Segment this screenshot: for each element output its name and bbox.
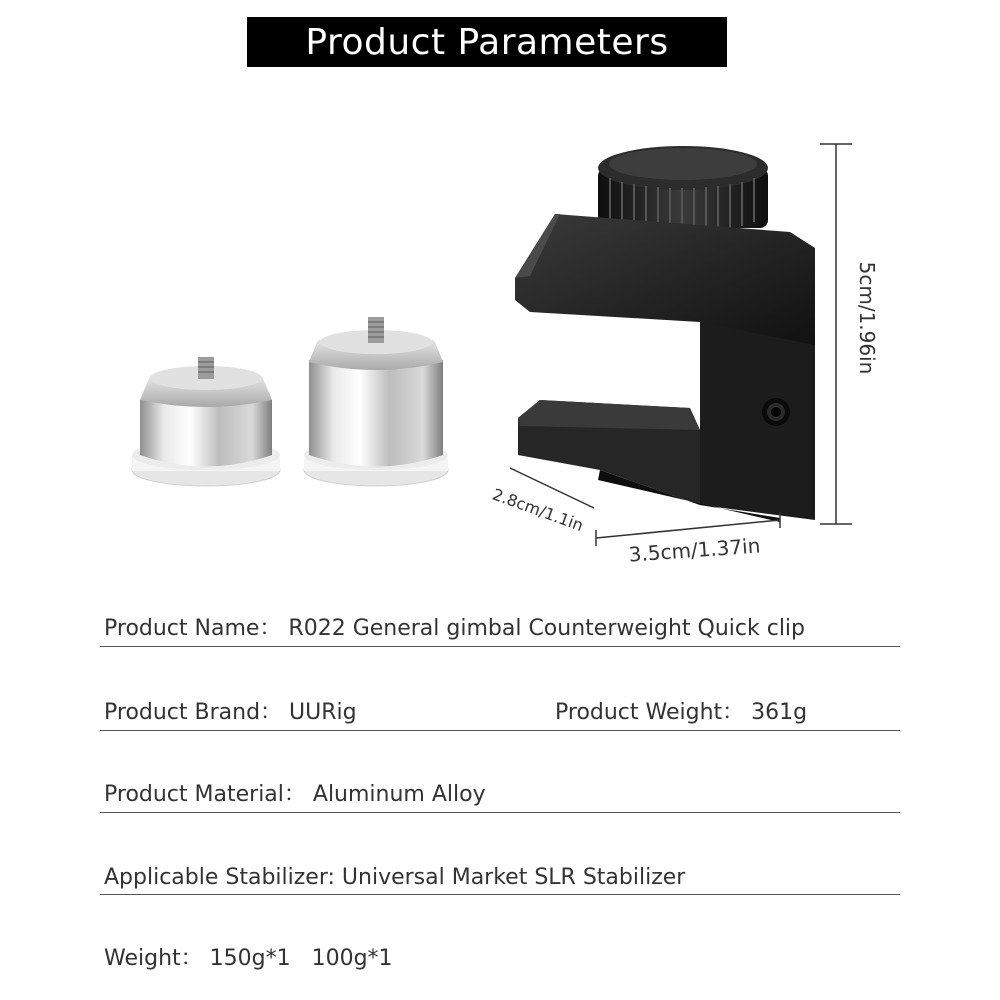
height-dimension [820,144,879,524]
product-name-text: Product Name： R022 General gimbal Counterweight Quick clip [104,616,806,641]
counterweight-weight-text: Weight： 150g*1 100g*1 [104,946,393,971]
quick-clip [515,146,815,522]
width-label: 3.5cm/1.37in [627,533,762,567]
product-weight-text: Product Weight： 361g [555,700,808,725]
spec-row-material [100,772,900,813]
applicable-stabilizer-text: Applicable Stabilizer: Universal Market SLR Stabilizer [104,865,686,890]
product-material-text: Product Material： Aluminum Alloy [104,782,486,807]
page-title: Product Parameters [247,17,727,67]
product-brand-text: Product Brand： UURig [104,700,357,725]
counterweight-small [132,357,280,486]
spec-row-counterweights [100,936,900,976]
depth-label: 2.8cm/1.1in [489,484,586,536]
counterweight-large [304,317,448,486]
depth-dimension [490,468,594,535]
height-label: 5cm/1.96in [855,261,879,375]
spec-row-stabilizer [100,854,900,895]
spec-row-product-name [100,606,900,647]
spec-row-brand-weight [100,690,900,731]
width-dimension [596,512,780,567]
